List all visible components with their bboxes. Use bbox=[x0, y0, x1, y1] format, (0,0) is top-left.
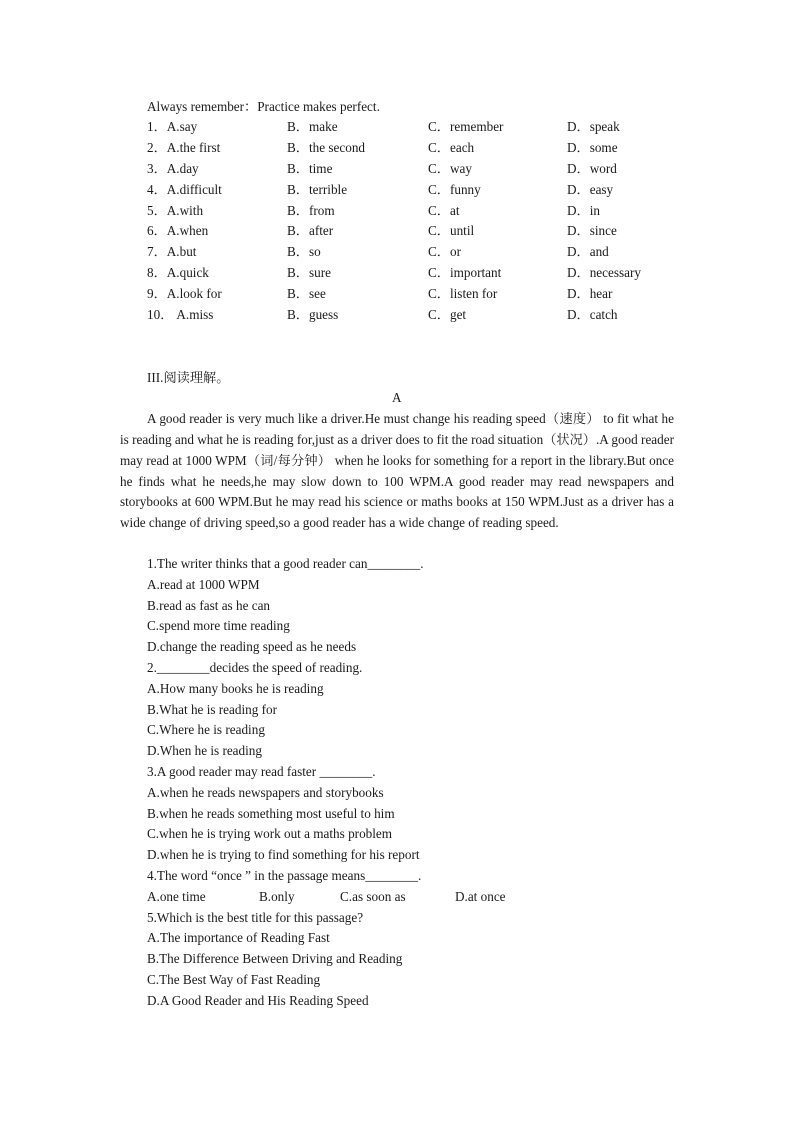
option-d: D．some bbox=[567, 140, 618, 155]
option-b: B．so bbox=[287, 244, 321, 259]
question-stem: 5.Which is the best title for this passage? bbox=[147, 909, 364, 925]
option-a: 9．A.look for bbox=[147, 286, 222, 301]
option-a: 6．A.when bbox=[147, 223, 209, 238]
option-d: D．speak bbox=[567, 119, 620, 134]
answer-option: D.at once bbox=[455, 888, 506, 904]
option-b: B．time bbox=[287, 161, 333, 176]
question-stem: 4.The word “once ” in the passage means________. bbox=[147, 867, 422, 883]
option-a: 4．A.difficult bbox=[147, 182, 222, 197]
motto-line: Always remember：Practice makes perfect. bbox=[147, 99, 380, 114]
answer-option: C.Where he is reading bbox=[147, 722, 265, 738]
answer-option: B.What he is reading for bbox=[147, 701, 278, 717]
answer-option: C.when he is trying work out a maths problem bbox=[147, 826, 393, 842]
answer-option: B.when he reads something most useful to him bbox=[147, 805, 395, 821]
answer-option: C.The Best Way of Fast Reading bbox=[147, 971, 321, 987]
option-c: C．listen for bbox=[428, 286, 498, 301]
option-row bbox=[147, 242, 667, 263]
option-b: B．terrible bbox=[287, 182, 348, 197]
question-stem: 2.________decides the speed of reading. bbox=[147, 659, 363, 675]
option-c: C．at bbox=[428, 203, 460, 218]
option-c: C．remember bbox=[428, 119, 504, 134]
answer-option: C.spend more time reading bbox=[147, 618, 290, 634]
answer-option: A.one time bbox=[147, 888, 206, 904]
option-c: C．or bbox=[428, 244, 461, 259]
answer-option: D.When he is reading bbox=[147, 743, 262, 759]
option-a: 2．A.the first bbox=[147, 140, 221, 155]
option-a: 10． A.miss bbox=[147, 307, 214, 322]
option-d: D．in bbox=[567, 203, 600, 218]
option-d: D．easy bbox=[567, 182, 614, 197]
option-d: D．necessary bbox=[567, 265, 641, 280]
option-b: B．make bbox=[287, 119, 338, 134]
option-row bbox=[147, 180, 667, 201]
passage-label: A bbox=[392, 390, 402, 405]
question-list bbox=[147, 554, 506, 1012]
option-d: D．catch bbox=[567, 307, 618, 322]
section-heading: III.阅读理解。 bbox=[147, 370, 230, 385]
option-a: 3．A.day bbox=[147, 161, 199, 176]
answer-option: D.when he is trying to find something for his report bbox=[147, 847, 420, 863]
answer-options-inline bbox=[147, 887, 506, 908]
option-b: B．from bbox=[287, 203, 335, 218]
option-row bbox=[147, 117, 667, 138]
option-row bbox=[147, 221, 667, 242]
option-d: D．word bbox=[567, 161, 617, 176]
option-a: 1．A.say bbox=[147, 119, 198, 134]
answer-option: B.The Difference Between Driving and Reading bbox=[147, 951, 403, 967]
option-c: C．until bbox=[428, 223, 475, 238]
answer-option: A.when he reads newspapers and storybooks bbox=[147, 784, 384, 800]
option-row bbox=[147, 201, 667, 222]
question-stem: 3.A good reader may read faster ________. bbox=[147, 763, 376, 779]
option-b: B．guess bbox=[287, 307, 339, 322]
option-d: D．and bbox=[567, 244, 609, 259]
option-row bbox=[147, 263, 667, 284]
answer-option: B.read as fast as he can bbox=[147, 597, 271, 613]
answer-option: A.The importance of Reading Fast bbox=[147, 930, 330, 946]
answer-option: D.A Good Reader and His Reading Speed bbox=[147, 992, 369, 1008]
option-b: B．the second bbox=[287, 140, 366, 155]
option-c: C．important bbox=[428, 265, 502, 280]
option-a: 8．A.quick bbox=[147, 265, 209, 280]
answer-option: B.only bbox=[259, 888, 295, 904]
option-d: D．since bbox=[567, 223, 617, 238]
answer-option: D.change the reading speed as he needs bbox=[147, 639, 357, 655]
option-d: D．hear bbox=[567, 286, 613, 301]
option-c: C．get bbox=[428, 307, 467, 322]
answer-option: A.read at 1000 WPM bbox=[147, 576, 260, 592]
option-c: C．funny bbox=[428, 182, 481, 197]
option-row bbox=[147, 159, 667, 180]
reading-passage: A good reader is very much like a driver.He must change his reading speed（速度） to fit what he is reading and what he is reading for,just as a driver does to fit the road situation（状况）.A good reader may read at 1000 WPM（词/每分钟） when he looks for something for a report in the library.But once he finds what he needs,he may slow down to 100 WPM.A good reader may read newspapers and storybooks at 600 WPM.But he may read his science or maths books at 150 WPM.Just as a driver has a wide change of driving speed,so a good reader has a wide change of reading speed. bbox=[120, 411, 674, 531]
option-c: C．way bbox=[428, 161, 472, 176]
option-b: B．after bbox=[287, 223, 334, 238]
option-a: 7．A.but bbox=[147, 244, 197, 259]
option-b: B．see bbox=[287, 286, 326, 301]
option-b: B．sure bbox=[287, 265, 331, 280]
option-a: 5．A.with bbox=[147, 203, 204, 218]
option-row bbox=[147, 305, 667, 326]
answer-option: C.as soon as bbox=[340, 888, 406, 904]
option-row bbox=[147, 284, 667, 305]
option-c: C．each bbox=[428, 140, 475, 155]
answer-option: A.How many books he is reading bbox=[147, 680, 324, 696]
option-row bbox=[147, 138, 667, 159]
question-stem: 1.The writer thinks that a good reader can________. bbox=[147, 556, 424, 571]
